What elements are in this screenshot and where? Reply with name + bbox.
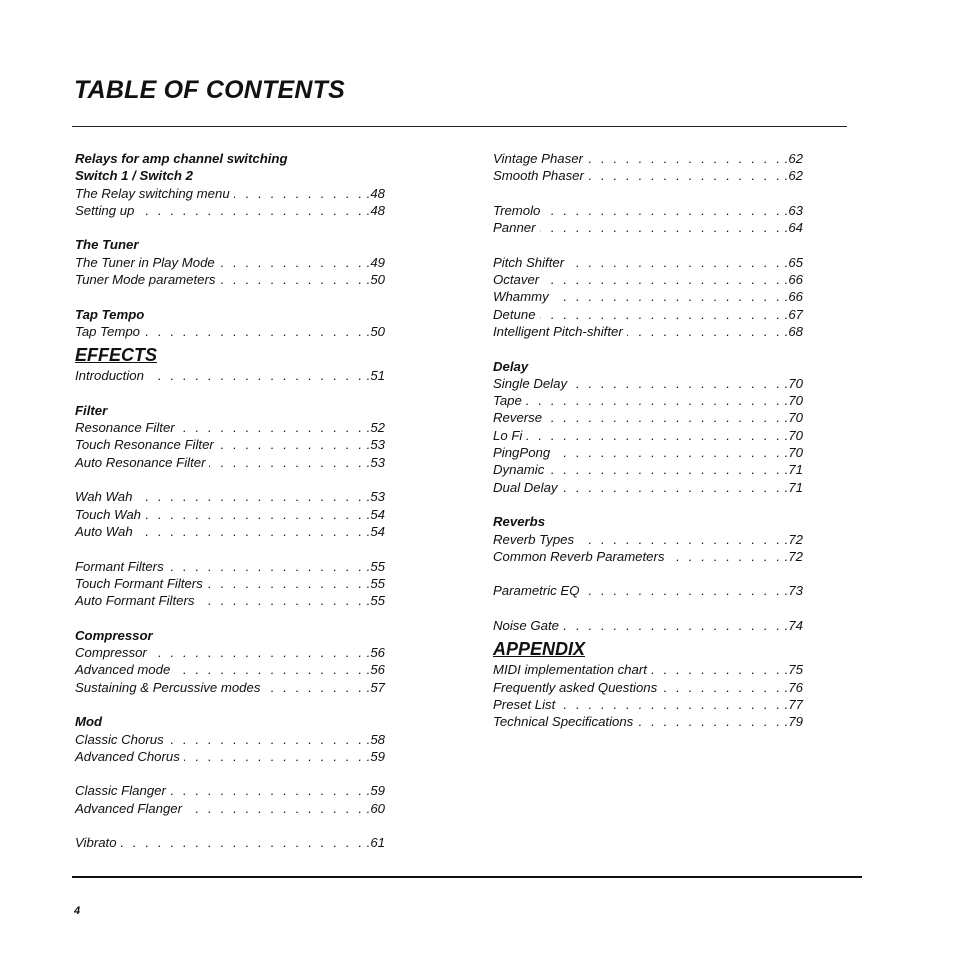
- toc-entry-page: .53: [366, 454, 385, 470]
- spacer: [75, 765, 385, 782]
- toc-entry[interactable]: [75, 782, 385, 799]
- dot-leader: [568, 254, 783, 271]
- spacer: [75, 385, 385, 402]
- toc-entry[interactable]: [75, 679, 385, 696]
- toc-entry-page: .53: [366, 437, 385, 453]
- toc-entry[interactable]: [75, 748, 385, 765]
- toc-entry-label: Smooth Phaser: [493, 168, 584, 184]
- toc-entry-label: Technical Specifications: [493, 714, 634, 730]
- toc-entry[interactable]: [493, 713, 803, 730]
- spacer: [75, 817, 385, 834]
- toc-entry-label: Dynamic: [493, 462, 545, 478]
- chapter-heading: EFFECTS: [75, 345, 158, 366]
- toc-entry[interactable]: [493, 409, 803, 426]
- toc-entry-page: .67: [784, 306, 803, 322]
- dot-leader: [526, 392, 783, 409]
- dot-leader: [578, 531, 783, 548]
- dot-leader: [548, 461, 782, 478]
- section-heading: Relays for amp channel switching: [75, 151, 288, 166]
- toc-entry-page: .64: [784, 220, 803, 236]
- dot-leader: [145, 506, 365, 523]
- dot-leader: [148, 367, 365, 384]
- toc-entry-label: Touch Formant Filters: [75, 575, 203, 591]
- toc-entry[interactable]: [75, 185, 385, 202]
- toc-entry-label: Tape: [493, 393, 522, 409]
- toc-entry-label: Introduction: [75, 368, 144, 384]
- toc-entry-label: Lo Fi: [493, 427, 523, 443]
- toc-entry[interactable]: [493, 306, 803, 323]
- dot-leader: [168, 731, 365, 748]
- toc-entry[interactable]: [493, 617, 803, 634]
- toc-entry-label: Wah Wah: [75, 489, 133, 505]
- toc-entry-page: .72: [784, 531, 803, 547]
- toc-entry-label: Auto Formant Filters: [75, 593, 195, 609]
- toc-entry-page: .56: [366, 645, 385, 661]
- toc-entry[interactable]: [75, 558, 385, 575]
- toc-entry-label: Intelligent Pitch-shifter: [493, 323, 623, 339]
- spacer: [75, 471, 385, 488]
- toc-entry-label: Advanced mode: [75, 662, 171, 678]
- dot-leader: [546, 409, 783, 426]
- toc-entry-label: Advanced Chorus: [75, 748, 180, 764]
- toc-entry[interactable]: [493, 254, 803, 271]
- dot-leader: [151, 644, 365, 661]
- toc-entry-label: Detune: [493, 306, 536, 322]
- toc-entry-page: .72: [784, 548, 803, 564]
- dot-leader: [637, 713, 782, 730]
- toc-entry[interactable]: [493, 427, 803, 444]
- section-heading: The Tuner: [75, 237, 139, 253]
- toc-entry-page: .48: [366, 202, 385, 218]
- toc-entry[interactable]: [493, 288, 803, 305]
- toc-entry[interactable]: [75, 202, 385, 219]
- toc-entry-page: .70: [784, 410, 803, 426]
- dot-leader: [661, 679, 782, 696]
- dot-leader: [174, 661, 364, 678]
- spacer: [493, 600, 803, 617]
- section-heading: Tap Tempo: [75, 306, 145, 322]
- toc-entry-label: Whammy: [493, 289, 549, 305]
- toc-entry[interactable]: [75, 506, 385, 523]
- toc-entry-page: .77: [784, 696, 803, 712]
- page-title: TABLE OF CONTENTS: [74, 76, 345, 104]
- toc-entry-label: Single Delay: [493, 375, 568, 391]
- section-heading: Reverbs: [493, 514, 546, 530]
- toc-entry[interactable]: [493, 202, 803, 219]
- toc-entry[interactable]: [75, 419, 385, 436]
- toc-entry-page: .76: [784, 679, 803, 695]
- toc-entry[interactable]: [75, 367, 385, 384]
- toc-entry-label: Reverse: [493, 410, 543, 426]
- toc-entry-label: Tuner Mode parameters: [75, 272, 216, 288]
- toc-entry-label: PingPong: [493, 445, 551, 461]
- dot-leader: [168, 558, 365, 575]
- dot-leader: [627, 323, 783, 340]
- toc-column-right: [493, 150, 803, 731]
- dot-leader: [207, 575, 365, 592]
- dot-leader: [219, 271, 364, 288]
- toc-entry-page: .75: [784, 662, 803, 678]
- toc-entry-label: Noise Gate: [493, 618, 559, 634]
- toc-entry-page: .52: [366, 420, 385, 436]
- toc-entry[interactable]: [75, 454, 385, 471]
- toc-entry-page: .62: [784, 151, 803, 166]
- toc-entry-page: .71: [784, 462, 803, 478]
- toc-entry-label: Auto Wah: [75, 523, 133, 539]
- toc-entry-label: Advanced Flanger: [75, 800, 183, 816]
- toc-entry[interactable]: [493, 679, 803, 696]
- toc-entry-page: .70: [784, 375, 803, 391]
- toc-entry-page: .56: [366, 662, 385, 678]
- dot-leader: [651, 661, 783, 678]
- toc-entry-label: Common Reverb Parameters: [493, 548, 665, 564]
- dot-leader: [588, 167, 783, 184]
- dot-leader: [669, 548, 783, 565]
- toc-entry-page: .53: [366, 489, 385, 505]
- toc-entry[interactable]: [493, 661, 803, 678]
- toc-entry-label: Preset List: [493, 696, 556, 712]
- toc-entry-label: Octaver: [493, 272, 540, 288]
- toc-entry-page: .59: [366, 783, 385, 799]
- dot-leader: [137, 523, 365, 540]
- toc-entry[interactable]: [75, 644, 385, 661]
- toc-entry-label: Tap Tempo: [75, 323, 141, 339]
- dot-leader: [209, 454, 364, 471]
- toc-entry-page: .58: [366, 731, 385, 747]
- section-heading: Switch 1 / Switch 2: [75, 168, 193, 184]
- toc-entry[interactable]: [75, 271, 385, 288]
- spacer: [493, 496, 803, 513]
- toc-entry-page: .70: [784, 427, 803, 443]
- dot-leader: [184, 748, 365, 765]
- page-number: 4: [74, 905, 81, 917]
- toc-entry-page: .54: [366, 523, 385, 539]
- toc-entry-label: Reverb Types: [493, 531, 575, 547]
- dot-leader: [540, 306, 783, 323]
- top-divider: [72, 126, 847, 127]
- toc-entry-label: Parametric EQ: [493, 583, 580, 599]
- toc-entry-page: .55: [366, 558, 385, 574]
- toc-entry-page: .68: [784, 323, 803, 339]
- toc-entry[interactable]: [493, 323, 803, 340]
- toc-entry[interactable]: [493, 696, 803, 713]
- spacer: [75, 219, 385, 236]
- spacer: [75, 609, 385, 626]
- toc-entry-label: Frequently asked Questions: [493, 679, 658, 695]
- dot-leader: [587, 150, 783, 167]
- dot-leader: [198, 592, 364, 609]
- toc-entry-label: Pitch Shifter: [493, 254, 565, 270]
- dot-leader: [583, 582, 782, 599]
- toc-entry-label: Auto Resonance Filter: [75, 454, 206, 470]
- dot-leader: [540, 219, 783, 236]
- spacer: [493, 340, 803, 357]
- dot-leader: [553, 288, 783, 305]
- toc-entry-label: Dual Delay: [493, 479, 558, 495]
- toc-entry[interactable]: [493, 461, 803, 478]
- toc-entry[interactable]: [493, 150, 803, 167]
- toc-entry-label: MIDI implementation chart: [493, 662, 647, 678]
- toc-entry-label: Classic Flanger: [75, 783, 166, 799]
- toc-entry[interactable]: [75, 575, 385, 592]
- toc-entry-page: .74: [784, 618, 803, 634]
- spacer: [75, 696, 385, 713]
- dot-leader: [559, 696, 782, 713]
- toc-entry-label: Resonance Filter: [75, 420, 175, 436]
- toc-entry[interactable]: [493, 548, 803, 565]
- dot-leader: [234, 185, 365, 202]
- dot-leader: [526, 427, 782, 444]
- toc-entry[interactable]: [75, 254, 385, 271]
- toc-entry[interactable]: [493, 219, 803, 236]
- dot-leader: [543, 271, 782, 288]
- toc-entry[interactable]: [493, 392, 803, 409]
- toc-entry-page: .70: [784, 393, 803, 409]
- section-heading: Filter: [75, 402, 108, 418]
- toc-entry-page: .65: [784, 254, 803, 270]
- dot-leader: [186, 800, 365, 817]
- toc-entry[interactable]: [75, 800, 385, 817]
- spacer: [75, 540, 385, 557]
- toc-entry-label: Touch Wah: [75, 506, 141, 522]
- toc-entry-label: Touch Resonance Filter: [75, 437, 214, 453]
- dot-leader: [571, 375, 783, 392]
- toc-entry-label: Setting up: [75, 202, 135, 218]
- toc-entry-label: Vibrato: [75, 835, 117, 851]
- toc-entry-page: .61: [366, 835, 385, 851]
- toc-entry[interactable]: [493, 167, 803, 184]
- dot-leader: [219, 254, 365, 271]
- toc-entry[interactable]: [493, 582, 803, 599]
- toc-entry-page: .79: [784, 714, 803, 730]
- toc-entry[interactable]: [493, 271, 803, 288]
- toc-entry[interactable]: [493, 531, 803, 548]
- toc-entry[interactable]: [75, 523, 385, 540]
- dot-leader: [218, 436, 365, 453]
- toc-entry[interactable]: [493, 479, 803, 496]
- toc-entry-label: Sustaining & Percussive modes: [75, 679, 261, 695]
- section-heading: Compressor: [75, 627, 153, 643]
- spacer: [75, 288, 385, 305]
- toc-entry-page: .60: [366, 800, 385, 816]
- toc-entry-page: .70: [784, 445, 803, 461]
- toc-entry-label: Panner: [493, 220, 536, 236]
- toc-entry-page: .51: [366, 368, 385, 384]
- toc-entry[interactable]: [493, 444, 803, 461]
- toc-entry[interactable]: [75, 436, 385, 453]
- spacer: [493, 236, 803, 253]
- section-heading: Mod: [75, 714, 103, 730]
- toc-entry-label: Compressor: [75, 645, 147, 661]
- toc-entry[interactable]: [75, 323, 385, 340]
- toc-entry[interactable]: [75, 488, 385, 505]
- toc-entry[interactable]: [75, 731, 385, 748]
- dot-leader: [121, 834, 365, 851]
- toc-entry-page: .55: [366, 575, 385, 591]
- toc-entry-label: Formant Filters: [75, 558, 164, 574]
- toc-entry-page: .59: [366, 748, 385, 764]
- toc-entry-page: .62: [784, 168, 803, 184]
- dot-leader: [554, 444, 782, 461]
- dot-leader: [136, 488, 364, 505]
- toc-entry[interactable]: [493, 375, 803, 392]
- dot-leader: [562, 479, 783, 496]
- toc-column-left: [75, 150, 385, 852]
- toc-entry-label: Vintage Phaser: [493, 151, 583, 166]
- toc-entry-page: .63: [784, 202, 803, 218]
- toc-entry-page: .66: [784, 289, 803, 305]
- toc-entry-page: .57: [366, 679, 385, 695]
- dot-leader: [144, 323, 365, 340]
- toc-entry-page: .73: [784, 583, 803, 599]
- toc-entry-page: .55: [366, 593, 385, 609]
- dot-leader: [179, 419, 365, 436]
- bottom-divider: [72, 876, 862, 878]
- section-heading: Delay: [493, 358, 529, 374]
- toc-entry-page: .71: [784, 479, 803, 495]
- toc-entry-label: The Relay switching menu: [75, 185, 230, 201]
- toc-entry-page: .49: [366, 254, 385, 270]
- toc-entry[interactable]: [75, 834, 385, 851]
- chapter-heading: APPENDIX: [493, 639, 586, 660]
- dot-leader: [138, 202, 364, 219]
- toc-entry-label: Tremolo: [493, 202, 541, 218]
- toc-entry-page: .66: [784, 272, 803, 288]
- toc-entry[interactable]: [75, 592, 385, 609]
- dot-leader: [563, 617, 783, 634]
- dot-leader: [544, 202, 782, 219]
- toc-entry-label: The Tuner in Play Mode: [75, 254, 215, 270]
- toc-entry[interactable]: [75, 661, 385, 678]
- toc-entry-page: .50: [366, 272, 385, 288]
- dot-leader: [170, 782, 365, 799]
- toc-entry-page: .54: [366, 506, 385, 522]
- spacer: [493, 185, 803, 202]
- toc-entry-page: .50: [366, 323, 385, 339]
- dot-leader: [264, 679, 364, 696]
- toc-entry-label: Classic Chorus: [75, 731, 164, 747]
- toc-entry-page: .48: [366, 185, 385, 201]
- spacer: [493, 565, 803, 582]
